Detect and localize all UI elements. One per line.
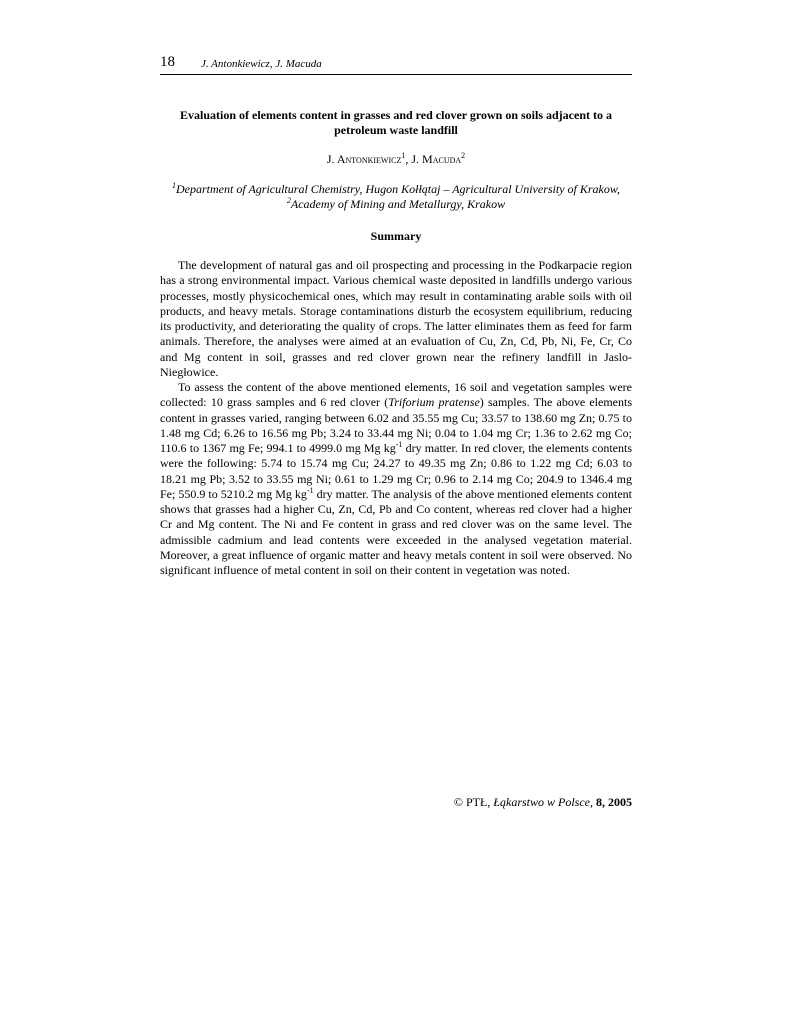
page-number: 18 bbox=[160, 54, 175, 70]
species-name: Triforium pratense bbox=[388, 395, 480, 410]
author-name: J. Macuda bbox=[411, 152, 462, 166]
paragraph-text: dry matter. The analysis of the above mentioned elements content shows that grasses had a higher Cu, Zn, Cd, Pb and Co content, whereas red clover had a higher Cr and Mg content. The Ni and Fe content in grass and red clover was on the same level. The admissible cadmium and lead contents were exceeded in the analysed vegetation material. Moreover, a great influence of organic matter and heavy metals content in soil were observed. No significant influence of metal content in soil on their content in vegetation was noted. bbox=[160, 486, 632, 577]
page-header bbox=[160, 52, 632, 75]
paragraph: The development of natural gas and oil prospecting and processing in the Podkarpacie region has a strong environmental impact. Various chemical waste deposited in landfills undergo various processes, mostly physicochemical ones, which may result in contaminating arable soils with oil products, and heavy metals. Storage contaminations disturb the ecosystem equilibrium, reducing its productivity, and deteriorating the quality of crops. The latter eliminates them as feed for farm animals. Therefore, the analyses were aimed at an evaluation of Cu, Zn, Cd, Pb, Ni, Fe, Cr, Co and Mg content in soil, grasses and red clover grown near the refinery landfill in Jaslo-Niegłowice. bbox=[160, 258, 632, 379]
author-affiliation-mark: 1 bbox=[401, 151, 406, 160]
author-separator: , bbox=[405, 152, 412, 166]
unit-exponent: -1 bbox=[395, 440, 403, 449]
paragraph bbox=[160, 380, 632, 578]
running-head: J. Antonkiewicz, J. Macuda bbox=[201, 58, 322, 70]
unit-exponent: -1 bbox=[306, 485, 314, 495]
copyright-line bbox=[160, 795, 632, 810]
affiliation-text: Department of Agricultural Chemistry, Hugon Kołłątaj – Agricultural University of Krakow, bbox=[176, 182, 620, 196]
affiliation-mark: 1 bbox=[172, 181, 176, 190]
author-affiliation-mark: 2 bbox=[461, 151, 466, 160]
author-name: J. Antonkiewicz bbox=[326, 152, 402, 166]
section-heading: Summary bbox=[370, 229, 422, 243]
paragraph-text: ) samples. The above elements content in grasses varied, ranging between 6.02 and 35.55 mg Cu; 33.57 to 138.60 mg Zn; 0.75 to 1.48 mg Cd; 6.26 to 16.56 mg Pb; 3.24 to 33.44 mg Ni; 0.04 to 1.04 mg Cr; 1.36 to 2.62 mg Co; 110.6 to 1367 mg Fe; 994.1 to 4999.0 mg Mg kg bbox=[160, 395, 632, 455]
paper-title: Evaluation of elements content in grasses and red clover grown on soils adjacent to a petroleum waste landfill bbox=[180, 108, 612, 137]
paragraph-text: To assess the content of the above mentioned elements, 16 soil and vegetation samples were collected: 10 grass samples and 6 red clover ( bbox=[160, 380, 632, 410]
affiliations bbox=[160, 182, 632, 212]
summary-body bbox=[160, 258, 632, 578]
copyright-prefix: © PTŁ, bbox=[453, 795, 494, 809]
affiliation-text: Academy of Mining and Metallurgy, Krakow bbox=[290, 197, 506, 211]
affiliation-mark: 2 bbox=[286, 196, 291, 205]
author-list bbox=[160, 152, 632, 167]
volume-year: 8, 2005 bbox=[593, 795, 632, 809]
journal-name: Łąkarstwo w Polsce, bbox=[493, 795, 593, 809]
paragraph-text: dry matter. In red clover, the elements contents were the following: 5.74 to 15.74 mg Cu; 24.27 to 49.35 mg Zn; 0.86 to 1.22 mg Cd; 6.03 to 18.21 mg Pb; 3.52 to 33.55 mg Ni; 0.61 to 1.29 mg Cr; 0.96 to 2.14 mg Co; 204.9 to 1346.4 mg Fe; 550.9 to 5210.2 mg Mg kg bbox=[160, 441, 632, 501]
